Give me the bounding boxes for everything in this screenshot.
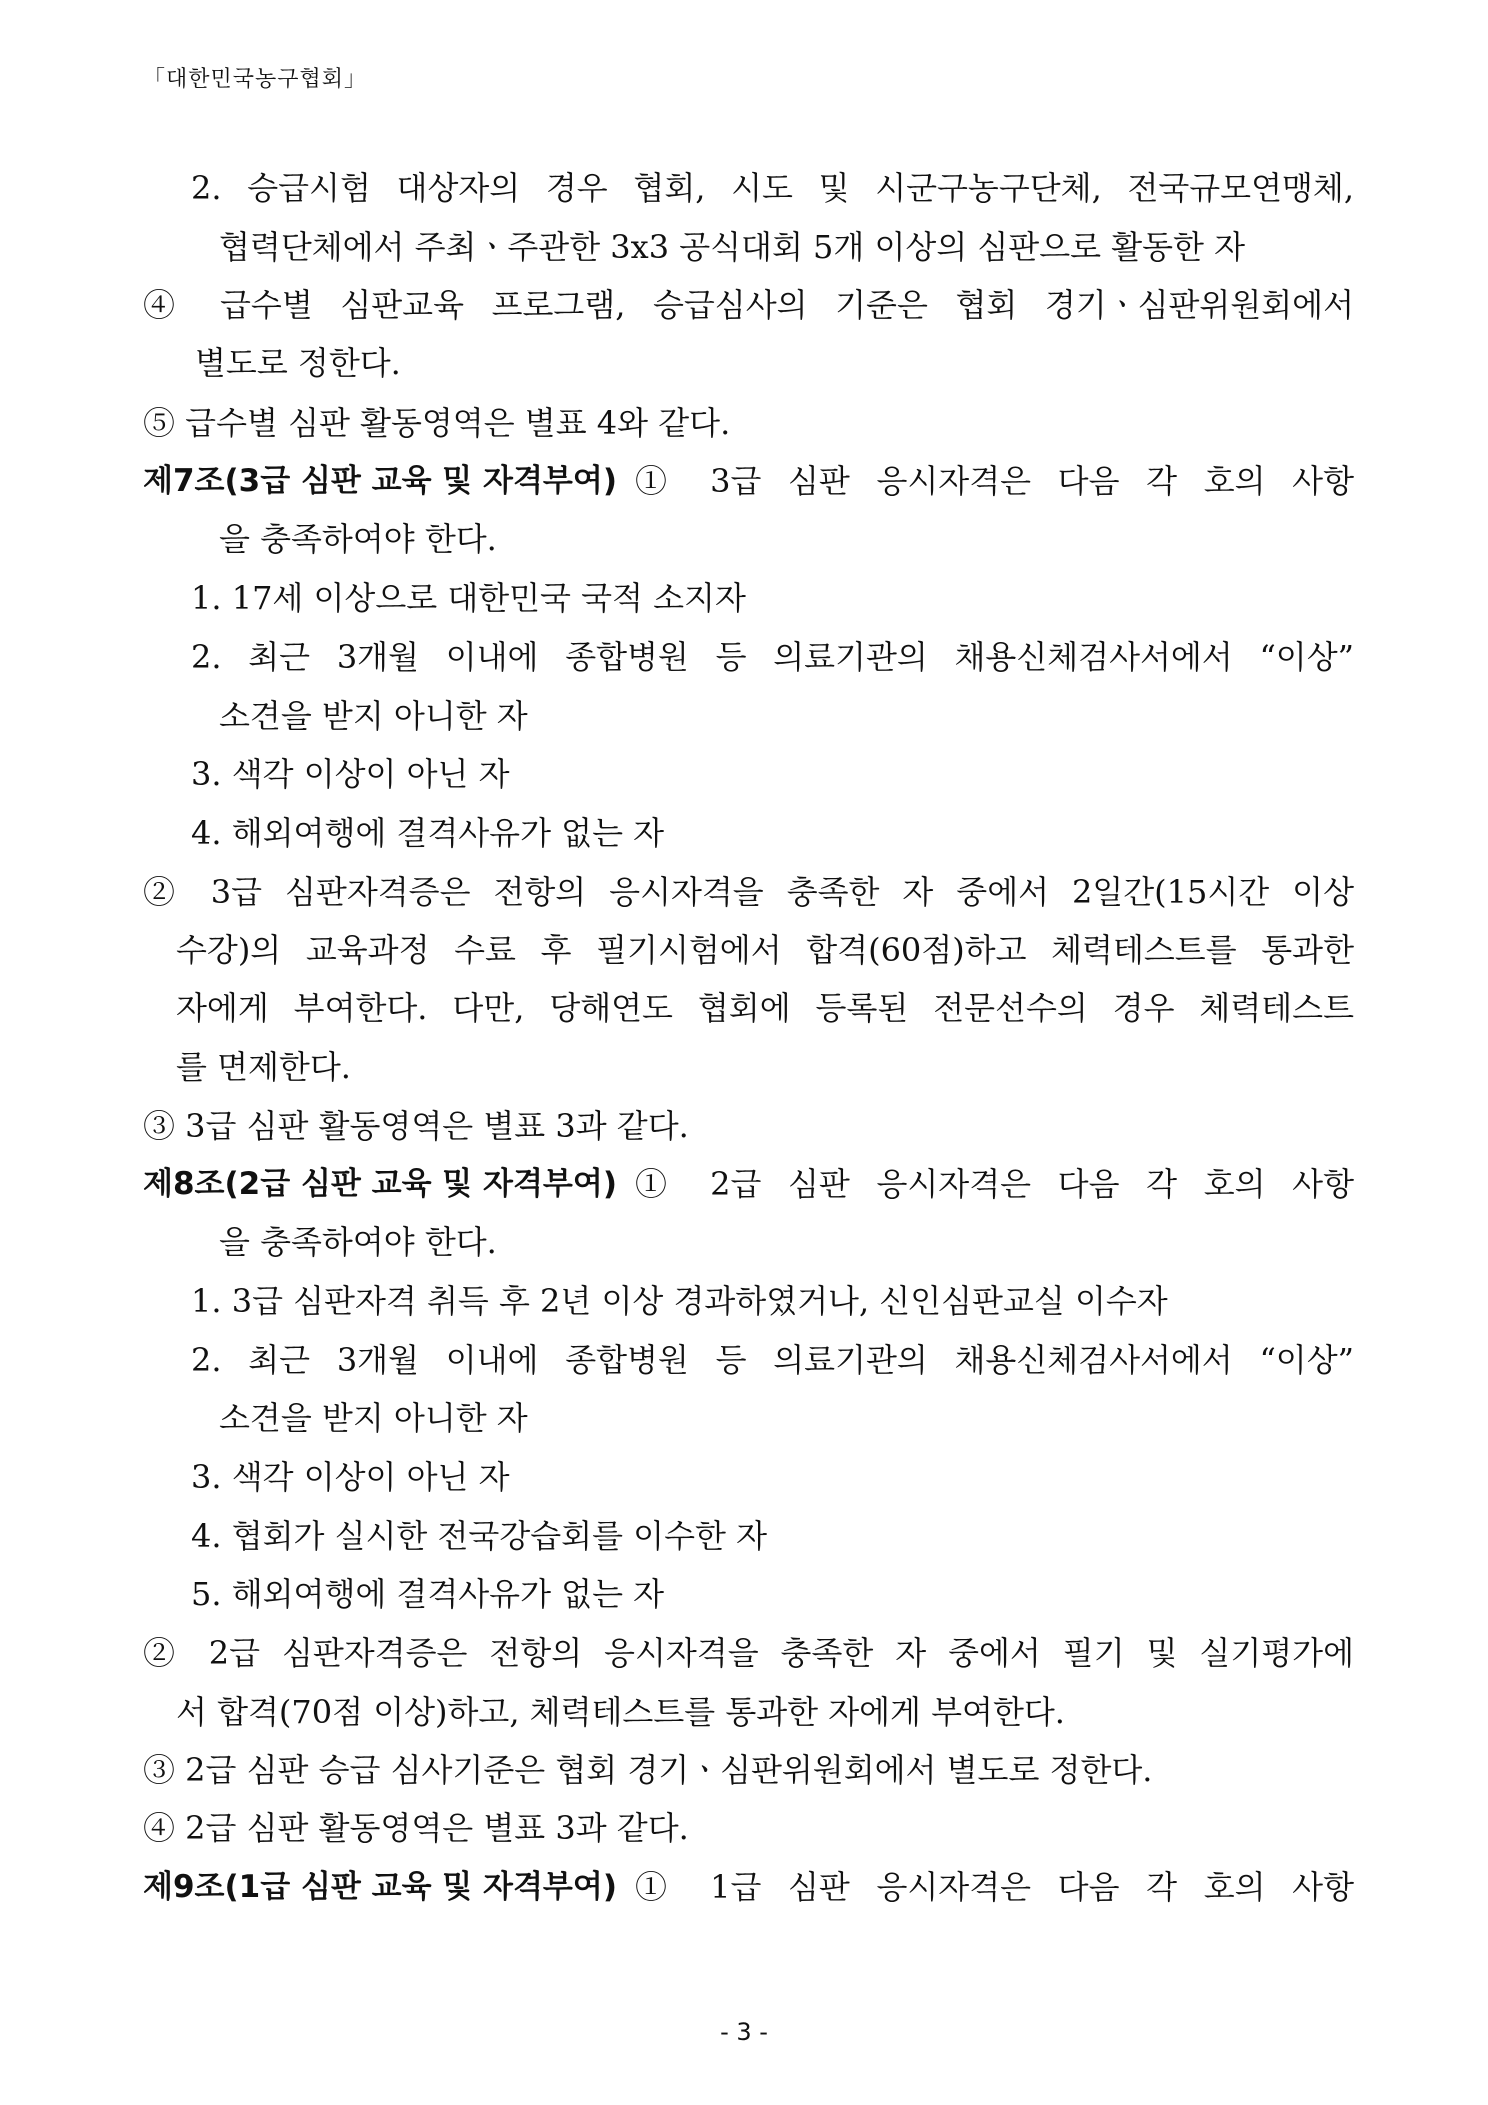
article-9-heading-line [143,1867,1354,1907]
list-item: 2. 최근 3개월 이내에 종합병원 등 의료기관의 채용신체검사서에서 “이상” [191,638,1354,676]
article-title: 제8조(2급 심판 교육 및 자격부여) [143,1166,617,1202]
list-item: 3. 색각 이상이 아닌 자 [191,755,510,793]
list-item-continuation: 소견을 받지 아니한 자 [219,697,528,735]
list-item: 1. 3급 심판자격 취득 후 2년 이상 경과하였거나, 신인심판교실 이수자 [191,1282,1168,1320]
list-item: 2. 승급시험 대상자의 경우 협회, 시도 및 시군구농구단체, 전국규모연맹체, [191,169,1354,207]
article-title: 제7조(3급 심판 교육 및 자격부여) [143,463,617,499]
list-item: 4. 협회가 실시한 전국강습회를 이수한 자 [191,1517,767,1555]
list-item: 5. 해외여행에 결격사유가 없는 자 [191,1575,665,1613]
paragraph: ⑤ 급수별 심판 활동영역은 별표 4와 같다. [143,404,731,442]
paragraph: ③ 3급 심판 활동영역은 별표 3과 같다. [143,1107,689,1145]
article-7-heading-line [143,461,1354,501]
paragraph: ④ 급수별 심판교육 프로그램, 승급심사의 기준은 협회 경기ㆍ심판위원회에서 [143,286,1354,324]
article-text: ① 1급 심판 응시자격은 다음 각 호의 사항 [635,1868,1354,1906]
list-item-continuation: 소견을 받지 아니한 자 [219,1399,528,1437]
page-number: - 3 - [720,2018,768,2046]
paragraph-continuation: 서 합격(70점 이상)하고, 체력테스트를 통과한 자에게 부여한다. [176,1693,1065,1731]
article-continuation: 을 충족하여야 한다. [219,520,497,558]
paragraph: ③ 2급 심판 승급 심사기준은 협회 경기ㆍ심판위원회에서 별도로 정한다. [143,1751,1153,1789]
article-continuation: 을 충족하여야 한다. [219,1223,497,1261]
paragraph: ② 2급 심판자격증은 전항의 응시자격을 충족한 자 중에서 필기 및 실기평가에 [143,1634,1354,1672]
list-item: 2. 최근 3개월 이내에 종합병원 등 의료기관의 채용신체검사서에서 “이상” [191,1341,1354,1379]
paragraph: ④ 2급 심판 활동영역은 별표 3과 같다. [143,1809,689,1847]
article-text: ① 3급 심판 응시자격은 다음 각 호의 사항 [635,462,1354,500]
article-title: 제9조(1급 심판 교육 및 자격부여) [143,1869,617,1905]
paragraph-continuation: 자에게 부여한다. 다만, 당해연도 협회에 등록된 전문선수의 경우 체력테스트 [176,989,1354,1027]
list-item-continuation: 협력단체에서 주최ㆍ주관한 3x3 공식대회 5개 이상의 심판으로 활동한 자 [219,228,1246,266]
paragraph: ② 3급 심판자격증은 전항의 응시자격을 충족한 자 중에서 2일간(15시간 이상 [143,873,1354,911]
page-header: 「대한민국농구협회」 [143,67,368,92]
paragraph-continuation: 수강)의 교육과정 수료 후 필기시험에서 합격(60점)하고 체력테스트를 통과한 [176,931,1354,969]
paragraph-continuation: 별도로 정한다. [195,344,401,382]
list-item: 4. 해외여행에 결격사유가 없는 자 [191,814,665,852]
list-item: 1. 17세 이상으로 대한민국 국적 소지자 [191,579,746,617]
paragraph-continuation: 를 면제한다. [176,1048,351,1086]
list-item: 3. 색각 이상이 아닌 자 [191,1458,510,1496]
article-8-heading-line [143,1164,1354,1204]
article-text: ① 2급 심판 응시자격은 다음 각 호의 사항 [635,1165,1354,1203]
